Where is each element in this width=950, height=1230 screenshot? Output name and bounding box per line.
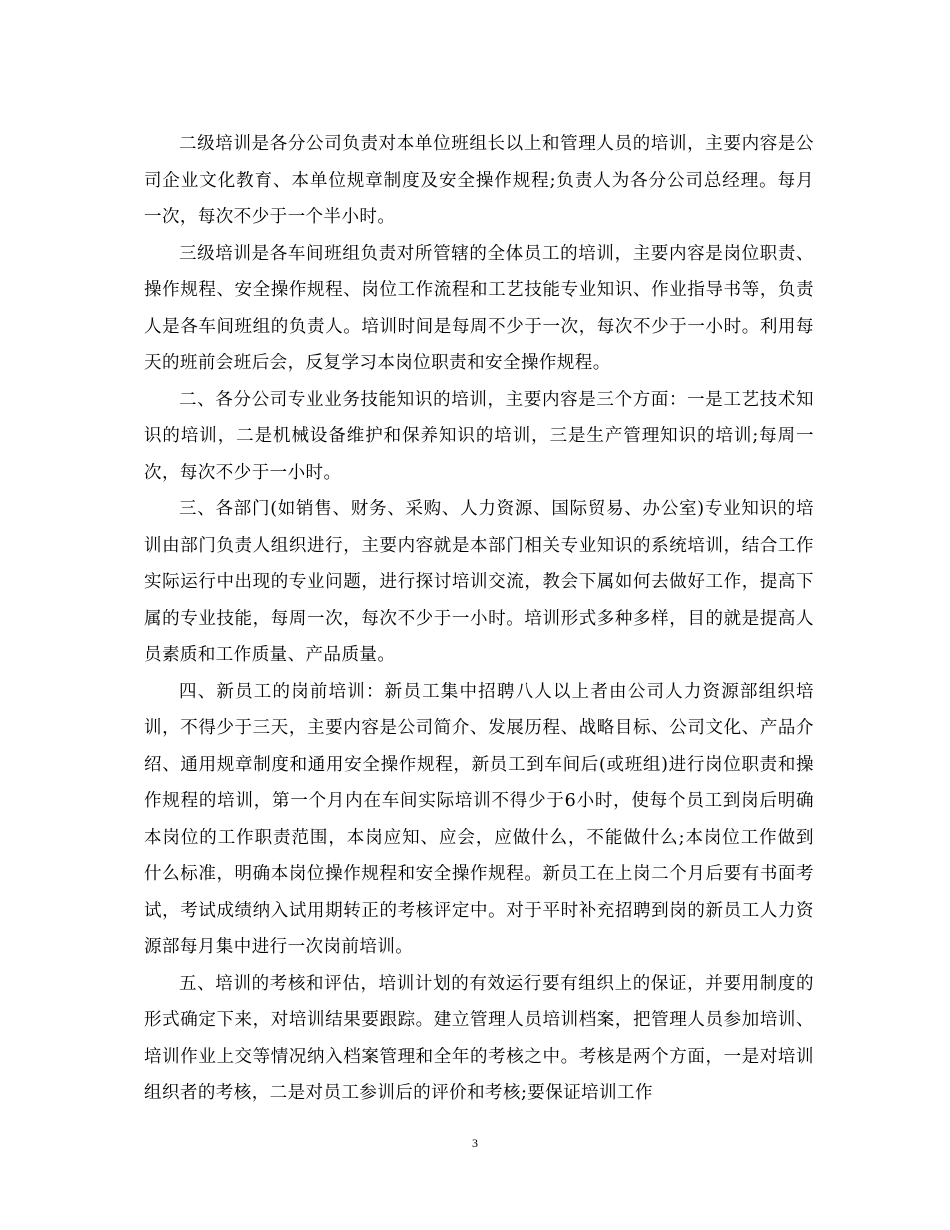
paragraph-section-4: 四、新员工的岗前培训：新员工集中招聘八人以上者由公司人力资源部组织培训，不得少于三天，主要内容是公司简介、发展历程、战略目标、公司文化、产品介绍、通用规章制度和通用安全操作规程，新员工到车间后(或班组)进行岗位职责和操作规程的培训，第一个月内在车间实际培训不得少于6小时，使每个员工到岗后明确本岗位的工作职责范围，本岗应知、应会，应做什么，不能做什么;本岗位工作做到什么标准，明确本岗位操作规程和安全操作规程。新员工在上岗二个月后要有书面考试，考试成绩纳入试用期转正的考核评定中。对于平时补充招聘到岗的新员工人力资源部每月集中进行一次岗前培训。 [144,681,814,957]
paragraph-level3-training: 三级培训是各车间班组负责对所管辖的全体员工的培训，主要内容是岗位职责、操作规程、安全操作规程、岗位工作流程和工艺技能专业知识、作业指导书等，负责人是各车间班组的负责人。培训时间是每周不少于一次，每次不少于一小时。利用每天的班前会班后会，反复学习本岗位职责和安全操作规程。 [144,243,814,373]
paragraph-section-5: 五、培训的考核和评估，培训计划的有效运行要有组织上的保证，并要用制度的形式确定下来，对培训结果要跟踪。建立管理人员培训档案，把管理人员参加培训、培训作业上交等情况纳入档案管理和全年的考核之中。考核是两个方面，一是对培训组织者的考核，二是对员工参训后的评价和考核;要保证培训工作 [144,973,814,1103]
paragraph-level2-training: 二级培训是各分公司负责对本单位班组长以上和管理人员的培训，主要内容是公司企业文化教育、本单位规章制度及安全操作规程;负责人为各分公司总经理。每月一次，每次不少于一个半小时。 [144,134,814,227]
document-body [144,126,814,1112]
page-number: 3 [472,1136,478,1150]
paragraph-section-3: 三、各部门(如销售、财务、采购、人力资源、国际贸易、办公室)专业知识的培训由部门负责人组织进行，主要内容就是本部门相关专业知识的系统培训，结合工作实际运行中出现的专业问题，进行探讨培训交流，教会下属如何去做好工作，提高下属的专业技能，每周一次，每次不少于一小时。培训形式多种多样，目的就是提高人员素质和工作质量、产品质量。 [144,499,814,665]
paragraph-section-2: 二、各分公司专业业务技能知识的培训，主要内容是三个方面：一是工艺技术知识的培训，二是机械设备维护和保养知识的培训，三是生产管理知识的培训;每周一次，每次不少于一小时。 [144,389,814,483]
